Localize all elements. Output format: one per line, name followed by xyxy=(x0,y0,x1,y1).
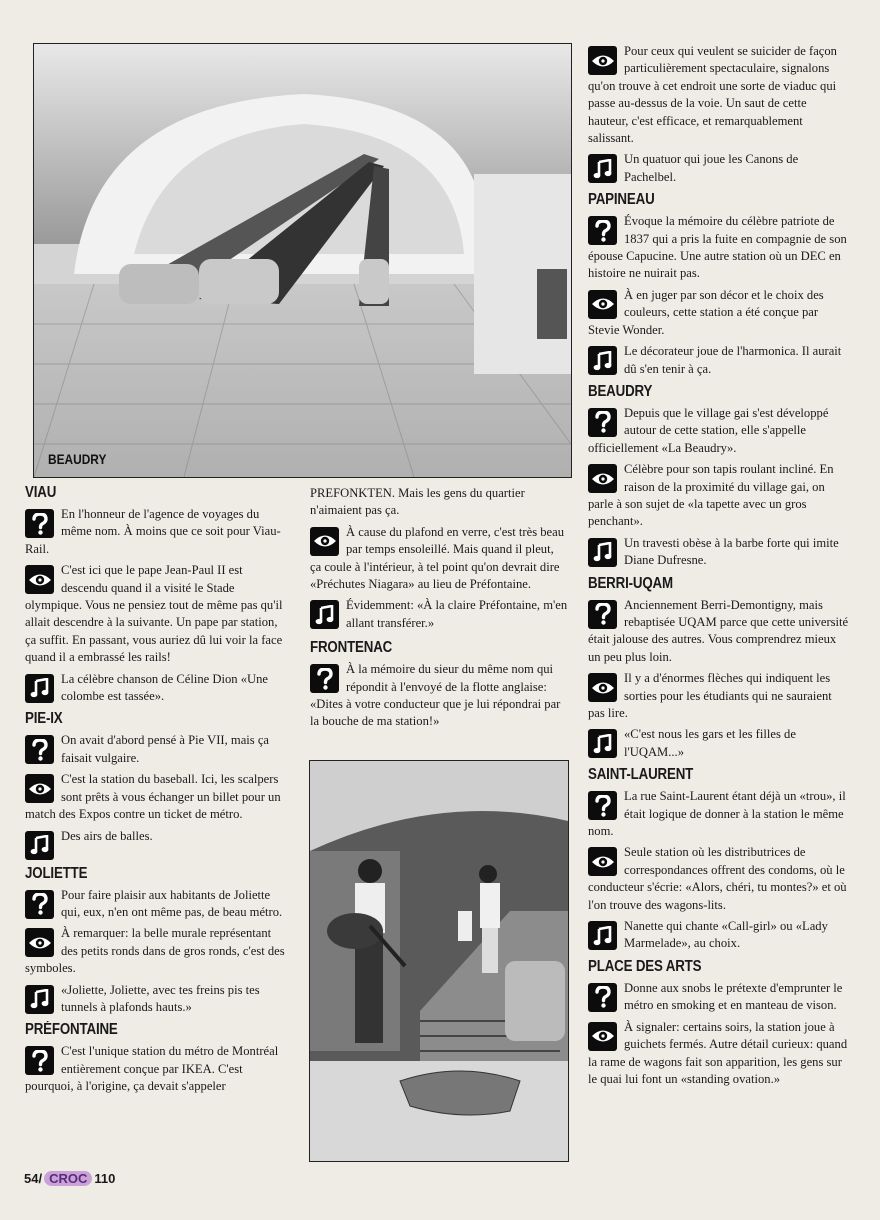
station-entry xyxy=(310,661,568,731)
music-icon xyxy=(25,674,54,703)
eye-icon xyxy=(25,928,54,957)
station-heading: VIAU xyxy=(25,484,57,501)
station-entry xyxy=(588,405,850,457)
entry-text: «Joliette, Joliette, avec tes freins pis tes tunnels à plafonds hauts.» xyxy=(61,982,260,1014)
tunnel-illustration xyxy=(34,44,571,477)
music-icon xyxy=(588,346,617,375)
station-entry xyxy=(588,535,850,570)
question-icon xyxy=(588,791,617,820)
question-icon xyxy=(588,216,617,245)
station-entry xyxy=(588,343,850,378)
station-entry xyxy=(588,918,850,953)
entry-text: À remarquer: la belle murale représentant des petits ronds dans de gros ronds, c'est des symboles. xyxy=(25,926,285,976)
station-entry xyxy=(25,771,287,823)
eye-icon xyxy=(310,527,339,556)
entry-text: Évidemment: «À la claire Préfontaine, m'en allant transférer.» xyxy=(346,598,568,630)
photo-caption: BEAUDRY xyxy=(48,451,107,467)
station-entry xyxy=(25,1043,287,1095)
station-heading: PAPINEAU xyxy=(588,191,655,209)
station-entry xyxy=(588,670,850,722)
station-entry xyxy=(25,828,287,860)
station-heading: BEAUDRY xyxy=(588,382,653,400)
eye-icon xyxy=(588,1022,617,1051)
station-entry xyxy=(25,732,287,767)
entry-text: PREFONKTEN. Mais les gens du quartier n'aimaient pas ça. xyxy=(310,486,525,518)
question-icon xyxy=(25,890,54,919)
station-entry xyxy=(588,151,850,186)
entry-text: Il y a d'énormes flèches qui indiquent les sorties pour les étudiants qui ne sauraient pas lire. xyxy=(588,671,832,720)
station-entry xyxy=(588,213,850,283)
magazine-name: CROC xyxy=(44,1171,92,1186)
entry-text: À la mémoire du sieur du même nom qui répondit à l'envoyé de la flotte anglaise: «Dites à votre conducteur que je lui répondrai par la bouche de ma station!» xyxy=(310,662,561,729)
entry-text: C'est ici que le pape Jean-Paul II est descendu quand il a visité le Stade olympique. Vous ne pensiez tout de même pas qu'il allait descendre à la suivante. Un pape par station, ça suffit. En passant, vous auriez dû lui voir la face quand il a embrassé les rails! xyxy=(25,563,283,665)
entry-text: Le décorateur joue de l'harmonica. Il aurait dû s'en tenir à ça. xyxy=(624,344,842,376)
station-entry xyxy=(588,461,850,531)
photo-beaudry xyxy=(33,43,572,478)
footer-separator: / xyxy=(38,1171,43,1186)
station-entry xyxy=(25,982,287,1017)
entry-text: Pour faire plaisir aux habitants de Joliette qui, eux, n'en ont même pas, de beau métro. xyxy=(61,887,283,919)
music-icon xyxy=(588,729,617,758)
question-icon xyxy=(310,664,339,693)
column-middle xyxy=(310,485,568,735)
eye-icon xyxy=(25,565,54,594)
question-icon xyxy=(588,408,617,437)
music-icon xyxy=(310,600,339,629)
column-right xyxy=(588,43,850,1092)
station-heading: JOLIETTE xyxy=(25,864,88,882)
station-entry xyxy=(25,506,287,558)
question-icon xyxy=(588,600,617,629)
entry-text: La célèbre chanson de Céline Dion «Une colombe est tassée». xyxy=(61,671,269,704)
entry-text: «C'est nous les gars et les filles de l'UQAM...» xyxy=(624,727,796,759)
music-icon xyxy=(25,831,54,860)
music-icon xyxy=(588,538,617,567)
entry-text: Des airs de balles. xyxy=(61,828,153,843)
eye-icon xyxy=(588,290,617,319)
station-heading: FRONTENAC xyxy=(310,639,393,657)
eye-icon xyxy=(588,46,617,75)
entry-text: Évoque la mémoire du célèbre patriote de 1837 qui a pris la fuite en compagnie de son épouse Capucine. Une autre station où un DEC en histoire ne nuirait pas. xyxy=(588,214,847,281)
entry-text: Célèbre pour son tapis roulant incliné. En raison de la proximité du village gai, on parle à son sujet de «la tapette avec un gros penchant». xyxy=(588,462,834,529)
entry-text: En l'honneur de l'agence de voyages du même nom. À moins que ce soit pour Viau-Rail. xyxy=(25,507,281,556)
entry-text: Un travesti obèse à la barbe forte qui imite Diane Dufresne. xyxy=(624,535,839,568)
station-entry xyxy=(310,524,568,594)
eye-icon xyxy=(588,847,617,876)
entry-text: Un quatuor qui joue les Canons de Pachelbel. xyxy=(624,152,799,184)
station-heading: SAINT-LAURENT xyxy=(588,766,694,784)
music-icon xyxy=(588,921,617,950)
station-heading: PLACE DES ARTS xyxy=(588,957,702,975)
station-entry xyxy=(25,562,287,666)
station-entry xyxy=(588,844,850,914)
question-icon xyxy=(25,509,54,538)
entry-text: Depuis que le village gai s'est développé autour de cette station, elle s'appelle officiellement «La Beaudry». xyxy=(588,405,829,455)
entry-text: Anciennement Berri-Demontigny, mais rebaptisée UQAM parce que cette université était jalouse des autres. Vous comprendrez mieux un peu plus loin. xyxy=(588,597,849,664)
issue-number: 110 xyxy=(94,1171,116,1186)
station-entry xyxy=(588,726,850,761)
entry-text: Donne aux snobs le prétexte d'emprunter le métro en smoking et en manteau de vison. xyxy=(624,980,843,1013)
eye-icon xyxy=(588,673,617,702)
entry-text: Seule station où les distributrices de correspondances offrent des condoms, où le conducteur s'écrie: «Alors, chéri, tu montes?» et où l'on trouve des wagons-lits. xyxy=(588,845,847,912)
station-entry xyxy=(25,671,287,706)
entry-text: Pour ceux qui veulent se suicider de façon particulièrement spectaculaire, signalons qu'on trouve à cet endroit une sorte de viaduc qui passe au-dessus de la voie. Un saut de cette hauteur, c'est efficace, et remarquablement salissant. xyxy=(588,44,837,146)
music-icon xyxy=(588,154,617,183)
music-icon xyxy=(25,985,54,1014)
musician-illustration xyxy=(310,761,568,1161)
entry-text: Nanette qui chante «Call-girl» ou «Lady Marmelade», au choix. xyxy=(624,919,828,951)
entry-text: C'est la station du baseball. Ici, les scalpers sont prêts à vous échanger un billet pour un match des Expos contre un ticket de métro. xyxy=(25,772,281,822)
entry-text: C'est l'unique station du métro de Montréal entièrement conçue par IKEA. C'est pourquoi, à l'origine, ça devait s'appeler xyxy=(25,1044,279,1094)
entry-text: La rue Saint-Laurent étant déjà un «trou», il était logique de donner à la station le même nom. xyxy=(588,789,846,839)
entry-text: On avait d'abord pensé à Pie VII, mais ça faisait vulgaire. xyxy=(61,733,270,765)
page-number: 54 xyxy=(24,1171,39,1186)
station-entry xyxy=(588,980,850,1015)
column-left xyxy=(25,483,287,1100)
station-heading: BERRI-UQAM xyxy=(588,574,673,592)
station-heading: PRÉFONTAINE xyxy=(25,1021,118,1039)
station-entry xyxy=(588,1019,850,1089)
entry-text: À signaler: certains soirs, la station joue à guichets fermés. Autre détail curieux: quand la rame de wagons fait son apparition, les gens sur le quai lui font un «standing ovation.» xyxy=(588,1019,848,1086)
photo-musician xyxy=(309,760,569,1162)
question-icon xyxy=(588,983,617,1012)
eye-icon xyxy=(25,774,54,803)
station-heading: PIE-IX xyxy=(25,710,63,728)
station-entry xyxy=(588,597,850,667)
station-entry xyxy=(588,287,850,339)
page-footer xyxy=(24,1171,115,1186)
station-entry xyxy=(25,887,287,922)
question-icon xyxy=(25,1046,54,1075)
station-entry xyxy=(310,485,568,520)
question-icon xyxy=(25,735,54,764)
station-entry xyxy=(588,788,850,840)
station-entry xyxy=(25,925,287,977)
eye-icon xyxy=(588,464,617,493)
entry-text: À en juger par son décor et le choix des couleurs, cette station a été conçue par Stevie Wonder. xyxy=(588,287,824,337)
station-entry xyxy=(310,597,568,632)
entry-text: À cause du plafond en verre, c'est très beau par temps ensoleillé. Mais quand il pleut, ça coule à l'intérieur, à tel point qu'on devrait dire «Préchutes Niagara» au lieu de Préfontaine. xyxy=(310,524,565,592)
station-entry xyxy=(588,43,850,147)
